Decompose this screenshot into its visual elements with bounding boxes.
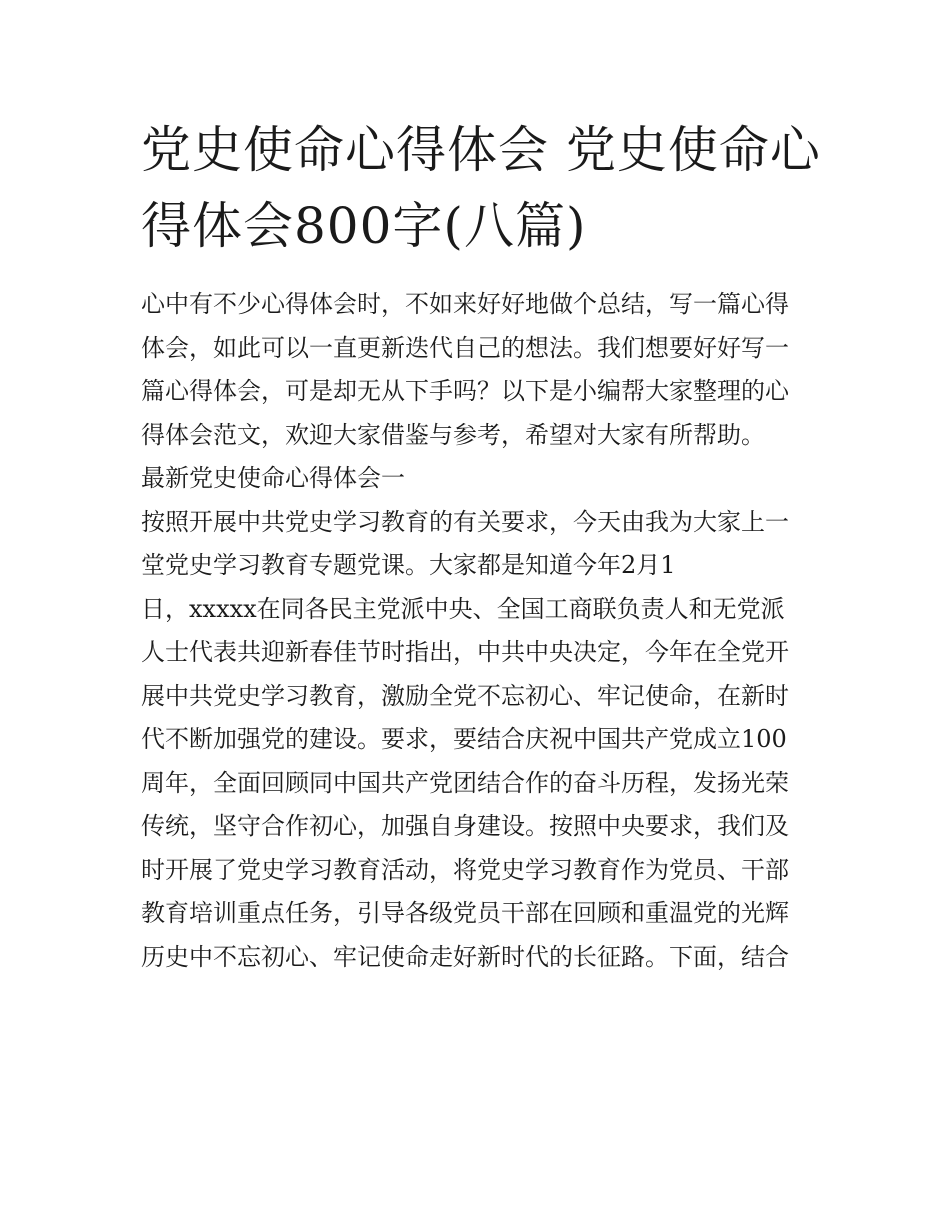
- title-line: 得体会800字(八篇): [141, 197, 587, 255]
- intro-line: 得体会范文，欢迎大家借鉴与参考，希望对大家有所帮助。: [141, 420, 765, 449]
- body-line: 传统，坚守合作初心，加强自身建设。按照中央要求，我们及: [141, 812, 789, 840]
- section-heading: [141, 457, 821, 501]
- title-line: 党史使命心得体会 党史使命心: [141, 121, 821, 179]
- intro-paragraph: [141, 283, 821, 457]
- document-body: [141, 283, 821, 979]
- document-title: [141, 112, 821, 264]
- intro-line: 心中有不少心得体会时，不如来好好地做个总结，写一篇心得: [141, 290, 789, 318]
- document-content: [141, 112, 821, 979]
- body-line: 历史中不忘初心、牢记使命走好新时代的长征路。下面，结合: [141, 942, 789, 971]
- body-line: 教育培训重点任务，引导各级党员干部在回顾和重温党的光辉: [141, 899, 789, 927]
- body-line: 时开展了党史学习教育活动，将党史学习教育作为党员、干部: [141, 855, 789, 884]
- body-line: 人士代表共迎新春佳节时指出，中共中央决定，今年在全党开: [141, 638, 789, 666]
- body-line: 代不断加强党的建设。要求，要结合庆祝中国共产党成立100: [141, 725, 787, 753]
- section-heading-text: 最新党史使命心得体会一: [141, 464, 405, 492]
- body-paragraph: [141, 501, 821, 980]
- body-line: 周年，全面回顾同中国共产党团结合作的奋斗历程，发扬光荣: [141, 768, 789, 797]
- body-line: 按照开展中共党史学习教育的有关要求，今天由我为大家上一: [141, 507, 789, 536]
- body-line: 日，xxxxx在同各民主党派中央、全国工商联负责人和无党派: [141, 594, 785, 623]
- intro-line: 体会，如此可以一直更新迭代自己的想法。我们想要好好写一: [141, 333, 789, 362]
- body-line: 堂党史学习教育专题党课。大家都是知道今年2月1: [141, 551, 676, 579]
- body-line: 展中共党史学习教育，激励全党不忘初心、牢记使命，在新时: [141, 681, 789, 710]
- intro-line: 篇心得体会，可是却无从下手吗？以下是小编帮大家整理的心: [141, 377, 789, 405]
